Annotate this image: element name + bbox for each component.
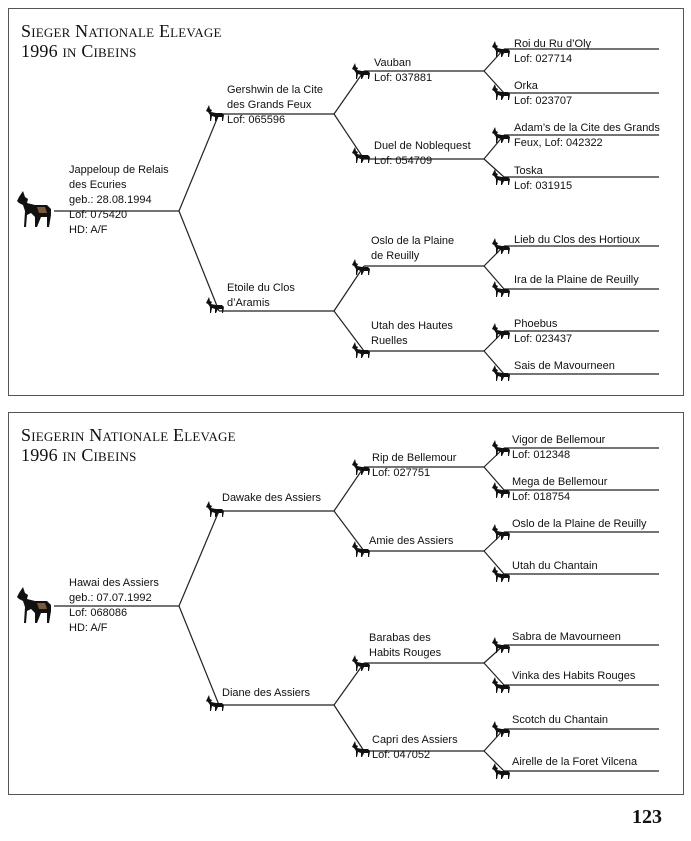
sire-sire-line2: Lof: 027751: [372, 467, 431, 479]
subject-name-line2: des Ecuries: [69, 179, 127, 191]
title-line-1: Sieger Nationale Elevage: [21, 21, 222, 41]
ancestor-name: Lieb du Clos des Hortioux: [514, 234, 640, 246]
pedigree-title: [21, 21, 222, 61]
ancestor-2: [514, 79, 572, 109]
ancestor-lof: Lof: 031915: [514, 180, 573, 192]
sire-dam-info: [369, 534, 453, 549]
ancestor-4: [514, 164, 572, 194]
dog-icon: [491, 524, 511, 540]
dog-icon: [15, 189, 55, 231]
dam-sire-info: [369, 631, 441, 661]
ancestor-1: [512, 433, 605, 463]
page-number: 123: [632, 806, 662, 828]
sire-sire-info: [372, 451, 456, 481]
subject-hd: HD: A/F: [69, 224, 108, 236]
dam-info: [227, 281, 295, 311]
sire-dam-line2: Lof: 054709: [374, 155, 433, 167]
dam-dam-line1: Capri des Assiers: [372, 734, 458, 746]
dog-icon: [491, 169, 511, 185]
dog-icon: [351, 655, 371, 671]
sire-line1: Dawake des Assiers: [222, 492, 322, 504]
ancestor-5: [512, 630, 621, 645]
subject-born: geb.: 07.07.1992: [69, 592, 152, 604]
subject-info: [69, 163, 169, 238]
ancestor-5: [514, 233, 640, 248]
dam-sire-info: [371, 234, 454, 264]
dam-dam-info: [372, 733, 458, 763]
dam-sire-line2: Habits Rouges: [369, 647, 442, 659]
ancestor-name: Ira de la Plaine de Reuilly: [514, 274, 639, 286]
ancestor-lof: Lof: 027714: [514, 53, 573, 65]
subject-hd: HD: A/F: [69, 622, 108, 634]
dog-icon: [205, 105, 225, 121]
sire-line2: des Grands Feux: [227, 99, 312, 111]
dog-icon: [491, 440, 511, 456]
dam-dam-info: [371, 319, 453, 349]
sire-sire-line1: Rip de Bellemour: [372, 452, 457, 464]
dog-icon: [351, 342, 371, 358]
dog-icon: [491, 84, 511, 100]
sire-sire-line2: Lof: 037881: [374, 72, 433, 84]
ancestor-lof: Lof: 018754: [512, 491, 571, 503]
dog-icon: [205, 297, 225, 313]
dam-line1: Diane des Assiers: [222, 687, 311, 699]
ancestor-name: Airelle de la Foret Vilcena: [512, 756, 638, 768]
dam-line2: d’Aramis: [227, 297, 270, 309]
ancestor-name: Sabra de Mavourneen: [512, 631, 621, 643]
dog-icon: [491, 637, 511, 653]
pedigree-card-1: [8, 8, 684, 396]
sire-line1: Gershwin de la Cite: [227, 84, 323, 96]
dog-icon: [491, 566, 511, 582]
dog-icon: [15, 585, 55, 627]
ancestor-7: [512, 713, 608, 728]
dam-dam-line2: Lof: 047052: [372, 749, 431, 761]
dog-icon: [491, 482, 511, 498]
title-line-2: 1996 in Cibeins: [21, 445, 137, 465]
dam-dam-line1: Utah des Hautes: [371, 320, 453, 332]
subject-lof: Lof: 068086: [69, 607, 128, 619]
ancestor-name: Phoebus: [514, 318, 558, 330]
dog-icon: [351, 459, 371, 475]
dam-info: [222, 686, 310, 701]
ancestor-name: Vigor de Bellemour: [512, 434, 606, 446]
sire-line3: Lof: 065596: [227, 114, 286, 126]
subject-name-line1: Jappeloup de Relais: [69, 164, 169, 176]
ancestor-name: Mega de Bellemour: [512, 476, 608, 488]
dog-icon: [491, 763, 511, 779]
ancestor-2: [512, 475, 607, 505]
dog-icon: [491, 721, 511, 737]
dam-line1: Etoile du Clos: [227, 282, 295, 294]
pedigree-card-2: [8, 412, 684, 795]
dam-dam-line2: Ruelles: [371, 335, 408, 347]
ancestor-6: [514, 273, 639, 288]
dog-icon: [491, 323, 511, 339]
sire-dam-line1: Duel de Noblequest: [374, 140, 471, 152]
dog-icon: [351, 63, 371, 79]
subject-born: geb.: 28.08.1994: [69, 194, 152, 206]
sire-info: [227, 83, 323, 128]
ancestor-8: [512, 755, 637, 770]
dam-sire-line2: de Reuilly: [371, 250, 420, 262]
sire-info: [222, 491, 321, 506]
title-line-2: 1996 in Cibeins: [21, 41, 137, 61]
sire-dam-info: [374, 139, 471, 169]
ancestor-lof: Lof: 023437: [514, 333, 573, 345]
dog-icon: [351, 741, 371, 757]
pedigree-title: [21, 425, 236, 465]
ancestor-1: [514, 37, 591, 67]
ancestor-name: Oslo de la Plaine de Reuilly: [512, 518, 647, 530]
subject-info: [69, 576, 159, 636]
subject-name-line1: Hawai des Assiers: [69, 577, 159, 589]
ancestor-name: Orka: [514, 80, 538, 92]
dog-icon: [491, 238, 511, 254]
dog-icon: [351, 541, 371, 557]
dog-icon: [491, 41, 511, 57]
sire-sire-line1: Vauban: [374, 57, 412, 69]
ancestor-6: [512, 669, 635, 684]
dog-icon: [491, 127, 511, 143]
ancestor-name: Adam’s de la Cite des Grands: [514, 122, 660, 134]
ancestor-name: Roi du Ru d’Oly: [514, 38, 592, 50]
dam-sire-line1: Barabas des: [369, 632, 431, 644]
ancestor-8: [514, 359, 615, 374]
dog-icon: [491, 281, 511, 297]
ancestor-lof: Lof: 012348: [512, 449, 571, 461]
ancestor-name: Scotch du Chantain: [512, 714, 609, 726]
ancestor-name: Vinka des Habits Rouges: [512, 670, 636, 682]
title-line-1: Siegerin Nationale Elevage: [21, 425, 236, 445]
ancestor-lof: Feux, Lof: 042322: [514, 137, 603, 149]
sire-dam-line1: Amie des Assiers: [369, 535, 454, 547]
ancestor-name: Utah du Chantain: [512, 560, 598, 572]
dog-icon: [351, 147, 371, 163]
ancestor-4: [512, 559, 598, 574]
ancestor-lof: Lof: 023707: [514, 95, 573, 107]
dam-sire-line1: Oslo de la Plaine: [371, 235, 455, 247]
ancestor-3: [512, 517, 647, 532]
ancestor-7: [514, 317, 572, 347]
dog-icon: [351, 259, 371, 275]
ancestor-3: [514, 121, 660, 151]
dog-icon: [491, 677, 511, 693]
ancestor-name: Toska: [514, 165, 543, 177]
dog-icon: [491, 365, 511, 381]
subject-lof: Lof: 075420: [69, 209, 128, 221]
sire-sire-info: [374, 56, 432, 86]
ancestor-name: Sais de Mavourneen: [514, 360, 615, 372]
